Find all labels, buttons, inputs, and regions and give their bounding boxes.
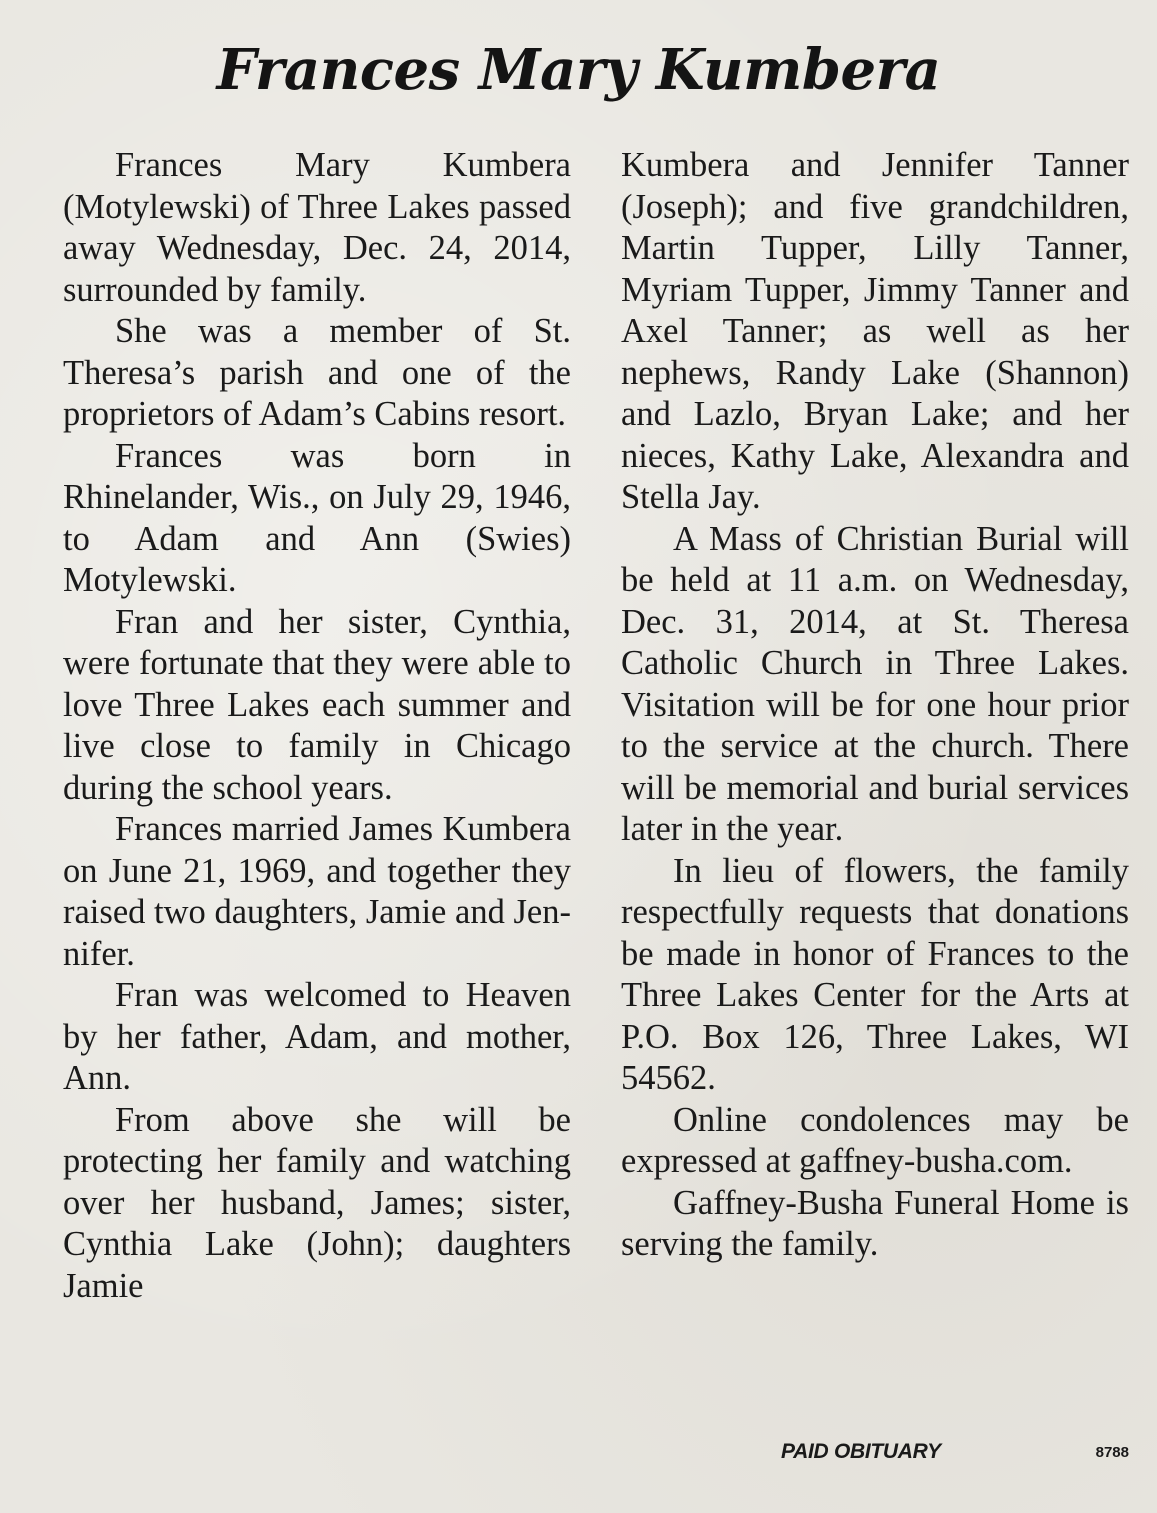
paragraph: From above she will be protecting her family and watching over her husband, James; sister, Cynthia Lake (John); daughters Jamie <box>63 1100 571 1305</box>
paragraph: A Mass of Christian Burial will be held at 11 a.m. on Wednesday, Dec. 31, 2014, at St. Theresa Catholic Church in Three Lakes. Visitation will be for one hour prior to the service at the church. There will be memorial and burial services later in the year. <box>621 519 1129 848</box>
paragraph: Gaffney-Busha Funeral Home is serving the family. <box>621 1183 1129 1263</box>
paragraph: Frances Mary Kumbera (Motylewski) of Three Lakes passed away Wednesday, Dec. 24, 2014, surrounded by family. <box>63 146 571 309</box>
paragraph: Online condolences may be expressed at gaffney-busha.com. <box>621 1100 1129 1180</box>
left-column <box>63 145 571 1307</box>
paragraph-continued: Kumbera and Jennifer Tanner (Joseph); and five grandchildren, Martin Tupper, Lilly Tanner, Myriam Tupper, Jimmy Tanner and Axel Tanner; as well as her nephews, Randy Lake (Shannon) and Lazlo, Bryan Lake; and her nieces, Kathy Lake, Alexandra and Stella Jay. <box>621 146 1129 516</box>
footer <box>621 1440 1129 1470</box>
paragraph: Fran was welcomed to Heaven by her father, Adam, and mother, Ann. <box>63 976 571 1097</box>
paragraph: Frances married James Kumbera on June 21, 1969, and together they raised two daughters, Jamie and Jennifer. <box>63 810 571 973</box>
paid-obituary-label: PAID OBITUARY <box>781 1440 941 1463</box>
paragraph: She was a member of St. Theresa’s parish and one of the proprietors of Adam’s Cabins resort. <box>63 312 571 433</box>
obituary-title: Frances Mary Kumbera <box>216 37 941 103</box>
paragraph: In lieu of flowers, the family respectfully requests that donations be made in honor of Frances to the Three Lakes Center for the Arts at P.O. Box 126, Three Lakes, WI 54562. <box>621 851 1129 1097</box>
paragraph: Fran and her sister, Cynthia, were fortunate that they were able to love Three Lakes each summer and live close to family in Chicago during the school years. <box>63 602 571 807</box>
ad-code: 8788 <box>1095 1444 1129 1461</box>
right-column <box>621 145 1129 1266</box>
paragraph: Frances was born in Rhinelander, Wis., on July 29, 1946, to Adam and Ann (Swies) Motylewski. <box>63 436 571 599</box>
